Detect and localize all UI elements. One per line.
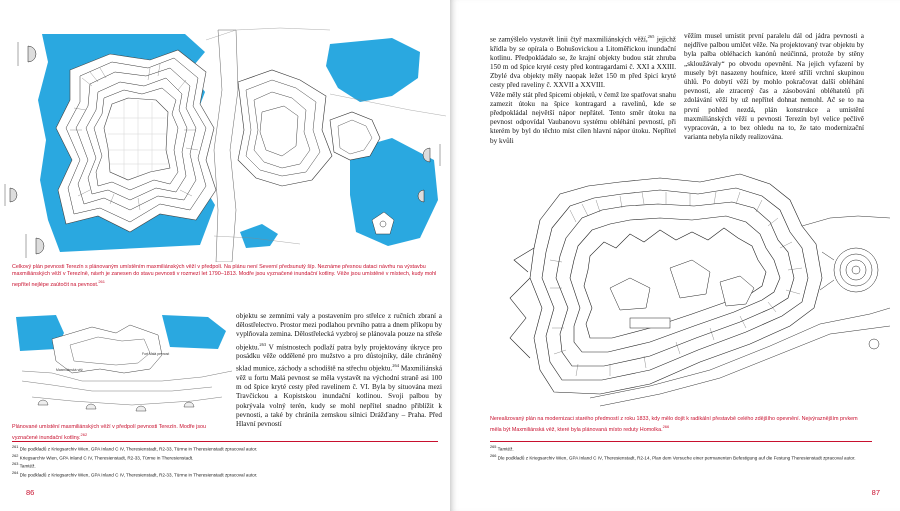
- top-figure-caption: Celkový plán pevnosti Terezín s plánovaným umístěním maxmiliánských věží v předpolí. Na plánu není Severní předsunutý šíp. Neznáme přesnou dataci návrhu na výstavbu maxmiliánských věží v Terezíně, návrh je zanesen do stavu pevnosti v rozmezí let 1790–1813. Modře jsou vyznačené inundační kotliny. Věže jsou umístěné v místech, kudy mohl nepřítel nejlépe zaútočit na pevnost.$^{261}$: [12, 264, 437, 288]
- bridgehead-figure-caption: Nerealizovaný plán na modernizaci starého předmostí z roku 1833, kdy mělo dojít k radikální přestavbě celého zdějšího opevnění. Nejvýraznějším prvkem měla být Maxmiliánská věž, které byla plánovaná místo reduty Homolka.$^{266}$: [490, 416, 858, 433]
- right-footnotes: [490, 444, 872, 461]
- figure-caption-ref: 266: [662, 424, 670, 429]
- caption-ref: 261: [98, 279, 105, 284]
- footnote: $^{265}$ Tamtéž.: [490, 445, 514, 452]
- footnote: $^{264}$ Dle podkladů z Kriegsarchiv Wien, GPA Inland C IV, Theresienstadt, R2-33, Türme in Theresienstadt zpracoval autor.: [12, 471, 258, 478]
- footnote: $^{263}$ Tamtéž.: [12, 462, 36, 469]
- footnote: $^{261}$ Dle podkladů z Kriegsarchiv Wien, GPA Inland C IV, Theresienstadt, R2-33, Türme in Theresienstadt zpracoval autor.: [12, 445, 258, 452]
- inundation-basin-small: [240, 224, 278, 248]
- label-fort-mala-pevnost: Fort Malá pevnost: [142, 352, 170, 356]
- fortress-overall-plan: [0, 0, 450, 262]
- page-number-right: 87: [871, 488, 880, 497]
- right-col2-paragraph: věžím musel umístit první paralelu dál od jádra pevnosti a nejdříve palbou umlčet věže. Na projektovaný tvar objektu by byla palba obléhacích kanónů neúčinná, protože by stěny „skloužávaly“ po obvodu opevnění. Na jejich vyfazení by musely být nasazeny houfnice, které střílí vrchní skupinou úhlů. Po dobytí věží by mohlo pokračovat další obléhání pevnosti, ale ztracený čas a zásobování obléhatelů při zdolávání věží by už nepřítel dohnat nemohl. Ač se to na první pohled nezdá, plán konstrukce a umístění maxmiliánských věží u pevnosti Terezín byl velice pečlivě vypracován, a to bez ohledu na to, že tato modernizační varianta nebyla nikdy realizována.: [684, 32, 864, 142]
- bridgehead-modernization-plan: [470, 148, 890, 408]
- maxmilian-tower-plan: [820, 248, 878, 292]
- left-body-text: [236, 312, 442, 429]
- footnote: $^{266}$ Dle podkladů z Kriegsarchiv Wien, GPA Inland C IV, Theresienstadt, R2-14, Plan dem Versuche einer permanenten Befestigung auf die Festung Theresienstadt zpracoval autor.: [490, 453, 856, 461]
- right-column-2: [684, 32, 864, 142]
- page-number-left: 86: [26, 488, 35, 497]
- right-column-1: [490, 32, 676, 146]
- left-footnote-rule: [12, 441, 438, 442]
- left-footnotes: [12, 444, 438, 479]
- left-body-paragraph: objektu se zemními valy a postavením pro střelce z ručních zbraní a dělostřelectvo. Prostor mezi podlahou prvního patra a dnem příkopu by vyplňovala zemina. Dělostřelecká vyzbroj se plánovala pouze na střeše objektu.$^{263}$ V místnostech podlaží patra byly projektovány úkryce pro posádku věže oddělené pro mužstvo a pro důstojníky, dále chráněný sklad munice, záchody a schodiště na střechu objektu.$^{264}$ Maxmiliánská věž u fortu Malá pevnost se měla vystavět na východní straně asi 100 m od špice kryté cesty před ravelinem č. VI. Byla by situována mezi Travčickou a Kopistskou inundační kotlinou. Svoji palbou by pokrývala volný terén, kudy se mohl nepřítel snadno přiblížit k pevnosti, a také by chránila zemskou silnici Drážďany – Praha. Před Hlavní pevností: [236, 312, 443, 429]
- right-col1-paragraph-2: Věže měly stát před špicemi objektů, v čemž lze spatřovat snahu zamezit útoku na špice kontragard a ravelinů, kde se předpokládal největší nápor nepřátel. Tento směr útoku na pevnost odpovídal Vaubanovu systému obléhání pevností, při kterém by byl do těchto míst cílen hlavní nápor útoku. Nepřítel by kvůli: [490, 90, 676, 145]
- label-maxmilian-tower: Maxmiliánská věž: [56, 368, 83, 372]
- small-inundation-right: [162, 315, 226, 349]
- inundation-basin-top-right: [326, 38, 420, 102]
- footnote: $^{262}$ Kriegsarchiv Wien, GPA Inland C IV, Theresienstadt, R2-33, Türme in Theresienstadt.: [12, 453, 194, 461]
- small-caption-ref: 262: [80, 432, 88, 437]
- small-figure-caption: Plánované umístění maxmiliánských věží v předpolí pevnosti Terezín. Modře jsou vyznačené inundační kotliny.$^{262}$: [12, 424, 207, 441]
- tower-placement-plan: [12, 311, 237, 421]
- right-col1-paragraph-1: se zamýšlelo vystavět linii čtyř maxmiliánských věží,$^{265}$ jejichž křídla by se opírala o Bohušovickou a Litoměřickou inundační kotlinu. Předpokládalo se, že krajní objekty budou stát zhruba 150 m od špice kryté cesty před kontragardami č. XXI a XXIII. Zbylé dva objekty měly naopak ležet 150 m před špicí kryté cesty před raveliny č. XXVII a XXVIII.: [490, 34, 676, 90]
- right-footnote-rule: [490, 441, 872, 442]
- right-page: [450, 0, 900, 511]
